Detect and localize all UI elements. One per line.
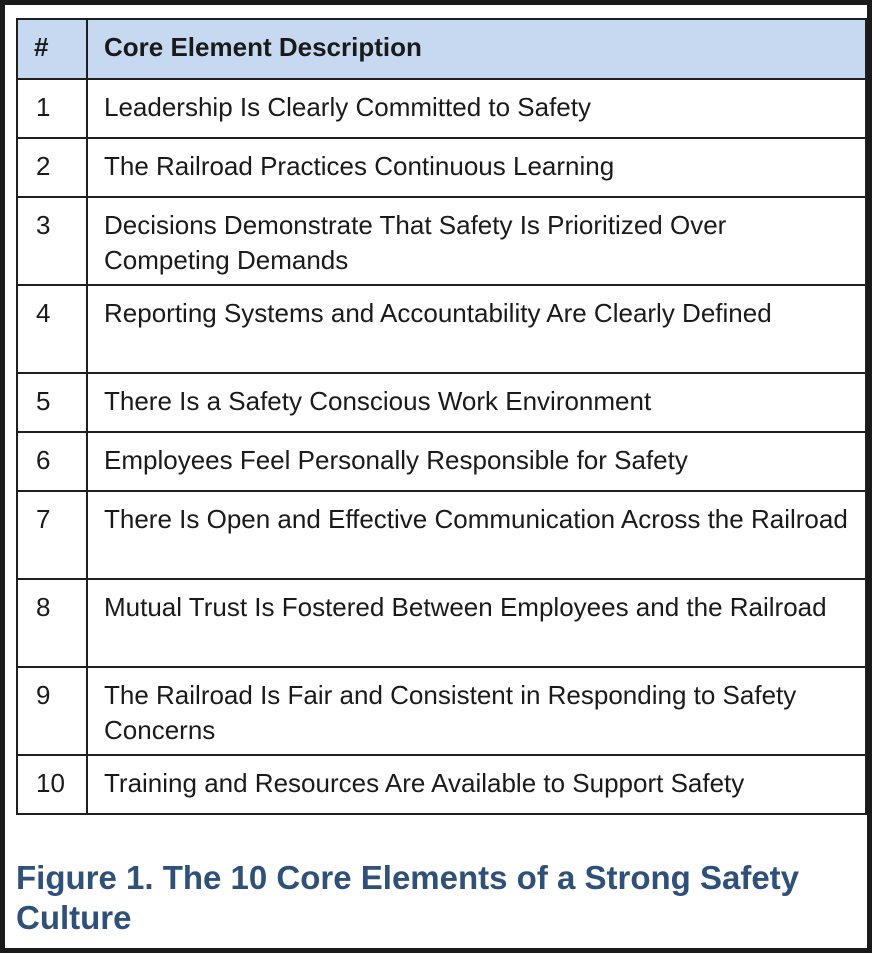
table-row — [17, 491, 866, 579]
row-description: Decisions Demonstrate That Safety Is Prioritized Over Competing Demands — [87, 197, 866, 285]
row-description: Employees Feel Personally Responsible for Safety — [87, 432, 866, 491]
table-row — [17, 79, 866, 138]
row-number: 1 — [17, 79, 87, 138]
row-number: 3 — [17, 197, 87, 285]
table-row — [17, 579, 866, 667]
row-description: There Is Open and Effective Communication Across the Railroad — [87, 491, 866, 579]
table-row — [17, 432, 866, 491]
row-number: 6 — [17, 432, 87, 491]
row-number: 9 — [17, 667, 87, 755]
row-description: Mutual Trust Is Fostered Between Employees and the Railroad — [87, 579, 866, 667]
row-number: 8 — [17, 579, 87, 667]
row-description: There Is a Safety Conscious Work Environment — [87, 373, 866, 432]
core-elements-table — [16, 18, 867, 815]
header-number: # — [17, 19, 87, 79]
row-description: The Railroad Is Fair and Consistent in Responding to Safety Concerns — [87, 667, 866, 755]
row-number: 4 — [17, 285, 87, 373]
table-row — [17, 667, 866, 755]
header-description: Core Element Description — [87, 19, 866, 79]
table-row — [17, 285, 866, 373]
table-header-row — [17, 19, 866, 79]
row-number: 2 — [17, 138, 87, 197]
figure-caption: Figure 1. The 10 Core Elements of a Strong Safety Culture — [16, 859, 800, 936]
row-description: The Railroad Practices Continuous Learning — [87, 138, 866, 197]
row-description: Leadership Is Clearly Committed to Safety — [87, 79, 866, 138]
table-row — [17, 197, 866, 285]
table-row — [17, 755, 866, 814]
table-row — [17, 138, 866, 197]
row-description: Training and Resources Are Available to Support Safety — [87, 755, 866, 814]
row-number: 5 — [17, 373, 87, 432]
row-description: Reporting Systems and Accountability Are Clearly Defined — [87, 285, 866, 373]
row-number: 10 — [17, 755, 87, 814]
table-row — [17, 373, 866, 432]
row-number: 7 — [17, 491, 87, 579]
